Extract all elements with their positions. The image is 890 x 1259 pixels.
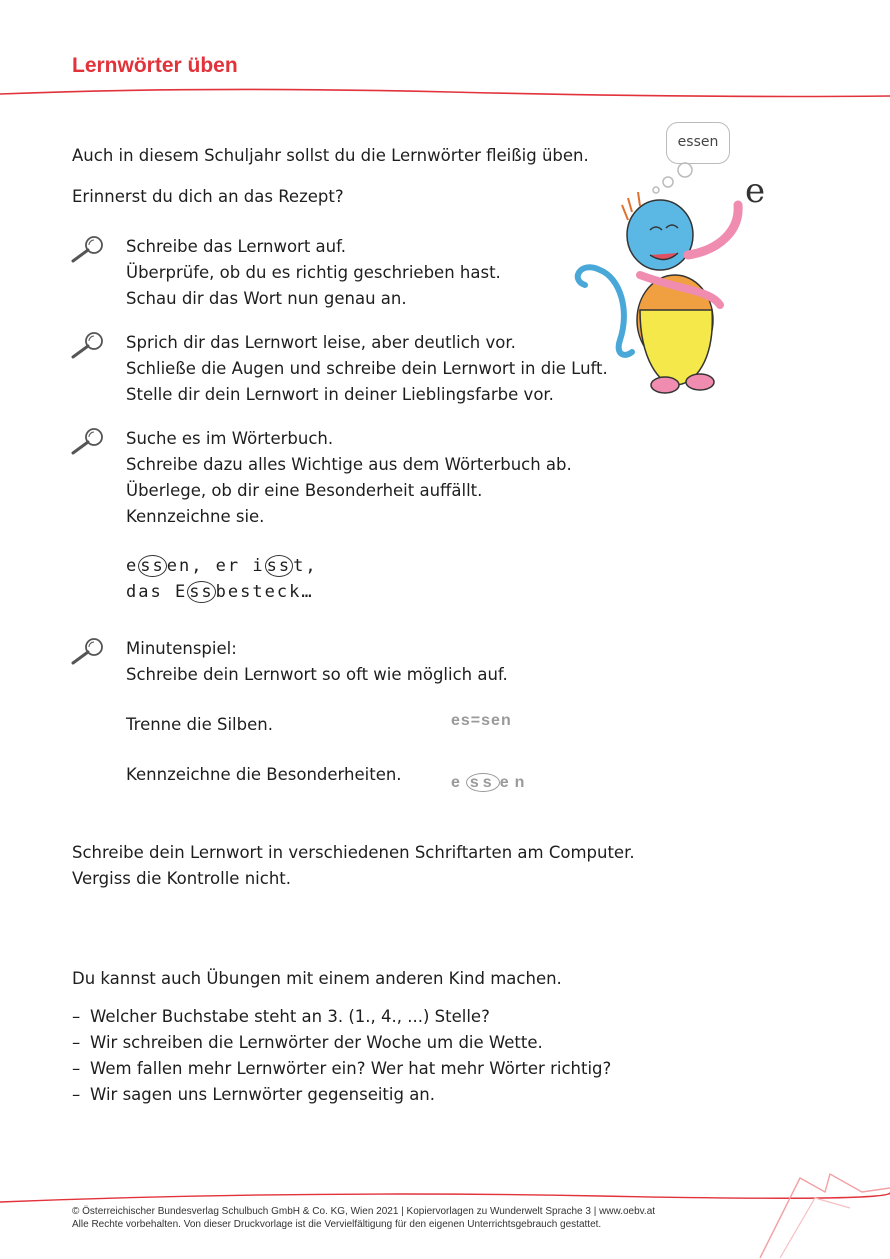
header-divider xyxy=(0,82,890,102)
magnifier-icon xyxy=(70,234,106,264)
step-line: Überlege, ob dir eine Besonderheit auffällt. xyxy=(126,481,483,500)
footer-line: © Österreichischer Bundesverlag Schulbuch GmbH & Co. KG, Wien 2021 | Kopiervorlagen zu Wunderwelt Sprache 3 | www.oebv.at xyxy=(72,1206,656,1217)
step-4-text xyxy=(126,636,508,688)
step-line: Schau dir das Wort nun genau an. xyxy=(126,289,407,308)
list-item: – Wir sagen uns Lernwörter gegenseitig an. xyxy=(72,1082,611,1108)
page-title: Lernwörter üben xyxy=(72,54,238,77)
computer-line-1: Schreibe dein Lernwort in verschiedenen Schriftarten am Computer. xyxy=(72,843,635,862)
step-line: Stelle dir dein Lernwort in deiner Lieblingsfarbe vor. xyxy=(126,385,554,404)
hw-text: t, xyxy=(293,556,318,576)
magnifier-icon xyxy=(70,426,106,456)
step-1-text xyxy=(126,234,501,312)
step-line: Kennzeichne sie. xyxy=(126,507,265,526)
step-line: Schreibe dazu alles Wichtige aus dem Wörterbuch ab. xyxy=(126,455,572,474)
intro-line-2: Erinnerst du dich an das Rezept? xyxy=(72,187,344,206)
marked-letters: ss xyxy=(266,556,292,576)
ex-text: en xyxy=(499,774,531,791)
marked-letters: ss xyxy=(140,556,165,576)
air-letter: e xyxy=(745,171,766,211)
step-2-text xyxy=(126,330,608,408)
step-3-text xyxy=(126,426,572,530)
step-line: Überprüfe, ob du es richtig geschrieben hast. xyxy=(126,263,501,282)
step-line: Schreibe das Lernwort auf. xyxy=(126,237,346,256)
handwriting-line xyxy=(126,579,318,605)
computer-text xyxy=(72,840,635,892)
handwriting-example xyxy=(126,553,318,605)
step-line: Sprich dir das Lernwort leise, aber deutlich vor. xyxy=(126,333,516,352)
partner-heading: Du kannst auch Übungen mit einem anderen Kind machen. xyxy=(72,969,562,988)
special-label: Kennzeichne die Besonderheiten. xyxy=(126,765,402,784)
magnifier-icon xyxy=(70,636,106,666)
list-item: – Welcher Buchstabe steht an 3. (1., 4., ...) Stelle? xyxy=(72,1004,611,1030)
intro-line-1: Auch in diesem Schuljahr sollst du die Lernwörter fleißig üben. xyxy=(72,146,589,165)
step-line: Suche es im Wörterbuch. xyxy=(126,429,334,448)
ex-text: e xyxy=(451,774,466,791)
marked-letters: ss xyxy=(466,773,500,792)
handwriting-line xyxy=(126,553,318,579)
marked-letters: ss xyxy=(189,582,214,602)
footer-text xyxy=(72,1205,655,1231)
hw-text: en, er i xyxy=(166,556,265,576)
step-line: Minutenspiel: xyxy=(126,639,237,658)
syllables-label: Trenne die Silben. xyxy=(126,715,273,734)
list-item: – Wem fallen mehr Lernwörter ein? Wer hat mehr Wörter richtig? xyxy=(72,1056,611,1082)
list-item: – Wir schreiben die Lernwörter der Woche um die Wette. xyxy=(72,1030,611,1056)
magnifier-icon xyxy=(70,330,106,360)
hw-text: e xyxy=(126,556,139,576)
syllables-example: es=sen xyxy=(451,712,512,729)
computer-line-2: Vergiss die Kontrolle nicht. xyxy=(72,869,291,888)
monster-illustration xyxy=(570,160,790,420)
footer-line: Alle Rechte vorbehalten. Von dieser Druckvorlage ist die Vervielfältigung für den eigenen Unterrichtsgebrauch gestattet. xyxy=(72,1219,602,1230)
hw-text: besteck… xyxy=(215,582,314,602)
thought-bubble: essen xyxy=(666,122,730,164)
special-example xyxy=(451,770,530,796)
step-line: Schließe die Augen und schreibe dein Lernwort in die Luft. xyxy=(126,359,608,378)
step-line: Schreibe dein Lernwort so oft wie möglich auf. xyxy=(126,665,508,684)
partner-list xyxy=(72,1004,611,1108)
hw-text: das E xyxy=(126,582,188,602)
